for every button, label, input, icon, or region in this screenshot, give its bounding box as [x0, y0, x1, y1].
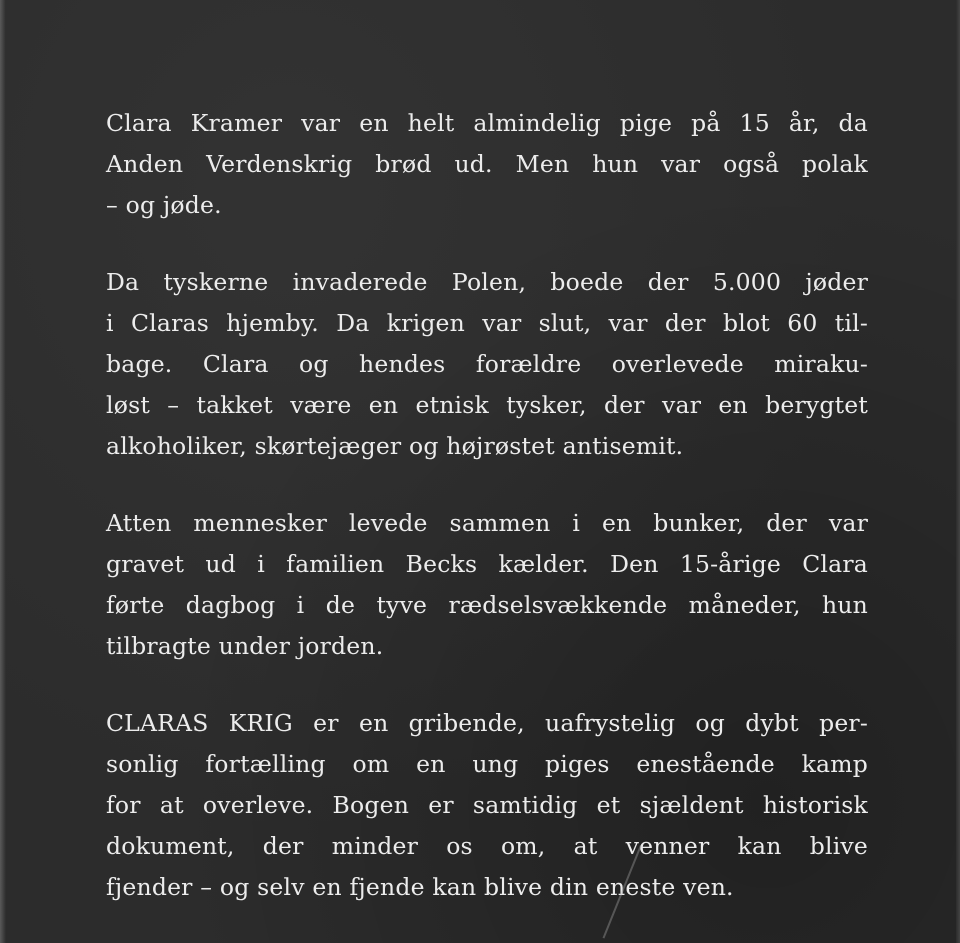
text-line: dokument, der minder os om, at venner kan blive — [106, 832, 868, 860]
text-line: for at overleve. Bogen er samtidig et sjældent historisk — [106, 791, 868, 819]
cover-left-edge — [0, 0, 6, 943]
blurb-paragraph-1 — [106, 103, 868, 226]
blurb-paragraph-4 — [106, 703, 868, 908]
text-line: sonlig fortælling om en ung piges enestående kamp — [106, 750, 868, 778]
text-line: alkoholiker, skørtejæger og højrøstet antisemit. — [106, 432, 684, 460]
blurb-text — [106, 103, 868, 943]
cover-right-edge — [956, 0, 960, 943]
text-line: bage. Clara og hendes forældre overlevede miraku- — [106, 350, 868, 378]
text-line: Clara Kramer var en helt almindelig pige på 15 år, da — [106, 109, 868, 137]
text-line: førte dagbog i de tyve rædselsvækkende måneder, hun — [106, 591, 868, 619]
text-line: Atten mennesker levede sammen i en bunker, der var — [106, 509, 868, 537]
text-line: Da tyskerne invaderede Polen, boede der 5.000 jøder — [106, 268, 868, 296]
text-line: gravet ud i familien Becks kælder. Den 15-årige Clara — [106, 550, 868, 578]
text-line: CLARAS KRIG er en gribende, uafrystelig og dybt per- — [106, 709, 868, 737]
text-line: – og jøde. — [106, 191, 222, 219]
text-line: fjender – og selv en fjende kan blive din eneste ven. — [106, 873, 734, 901]
text-line: tilbragte under jorden. — [106, 632, 384, 660]
text-line: Anden Verdenskrig brød ud. Men hun var også polak — [106, 150, 868, 178]
text-line: løst – takket være en etnisk tysker, der var en berygtet — [106, 391, 868, 419]
text-line: i Claras hjemby. Da krigen var slut, var der blot 60 til- — [106, 309, 868, 337]
blurb-paragraph-3 — [106, 503, 868, 667]
blurb-paragraph-2 — [106, 262, 868, 467]
